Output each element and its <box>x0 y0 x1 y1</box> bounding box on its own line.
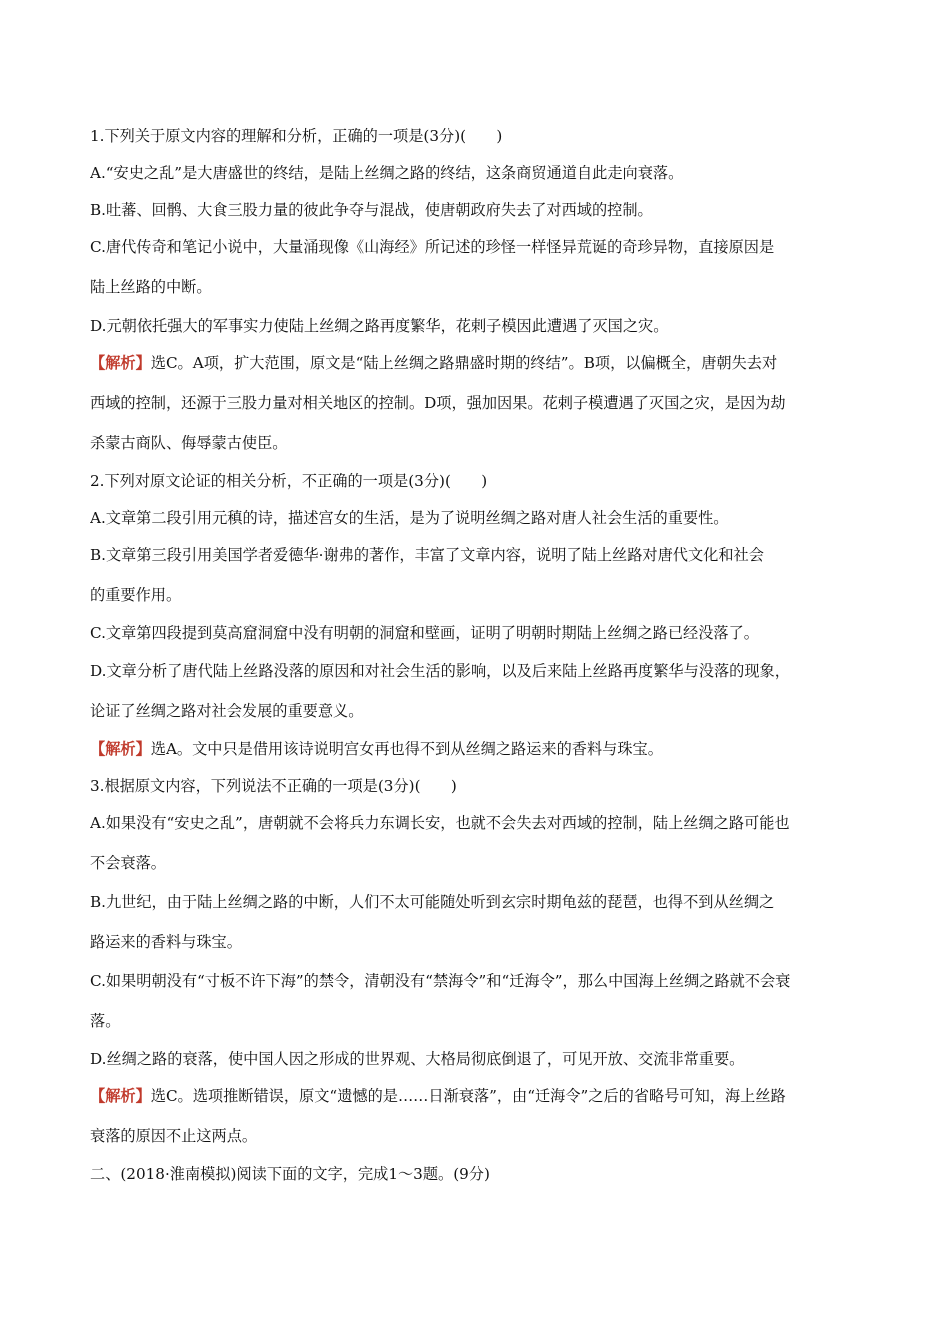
q3-option-a-cont: 不会衰落。 <box>90 854 166 872</box>
q1-option-d: D.元朝依托强大的军事实力使陆上丝绸之路再度繁华，花剌子模因此遭遇了灭国之灾。 <box>90 317 669 335</box>
q2-option-b: B.文章第三段引用美国学者爱德华·谢弗的著作，丰富了文章内容，说明了陆上丝路对唐代文化和社会 <box>90 546 764 564</box>
q3-option-b-cont: 路运来的香料与珠宝。 <box>90 933 242 951</box>
q2-analysis-text: 选A。文中只是借用该诗说明宫女再也得不到从丝绸之路运来的香料与珠宝。 <box>150 740 663 758</box>
q1-option-c: C.唐代传奇和笔记小说中，大量涌现像《山海经》所记述的珍怪一样怪异荒诞的奇珍异物，直接原因是 <box>90 238 775 256</box>
q2-option-d-cont: 论证了丝绸之路对社会发展的重要意义。 <box>90 702 364 720</box>
q2-option-b-cont: 的重要作用。 <box>90 586 182 604</box>
q1-option-a: A.“安史之乱”是大唐盛世的终结，是陆上丝绸之路的终结，这条商贸通道自此走向衰落。 <box>90 164 684 182</box>
q3-analysis-text: 选C。选项推断错误，原文“遗憾的是……日渐衰落”，由“迁海令”之后的省略号可知，海上丝路 <box>150 1087 786 1105</box>
q1-stem: 1.下列关于原文内容的理解和分析，正确的一项是(3分)( ) <box>90 127 503 145</box>
q2-option-a: A.文章第二段引用元稹的诗，描述宫女的生活，是为了说明丝绸之路对唐人社会生活的重要性。 <box>90 509 729 527</box>
q3-option-b: B.九世纪，由于陆上丝绸之路的中断，人们不太可能随处听到玄宗时期龟兹的琵琶，也得不到从丝绸之 <box>90 893 775 911</box>
q1-option-c-cont: 陆上丝路的中断。 <box>90 278 212 296</box>
section-heading: 二、(2018·淮南模拟)阅读下面的文字，完成1～3题。(9分) <box>90 1165 490 1183</box>
q2-option-d: D.文章分析了唐代陆上丝路没落的原因和对社会生活的影响，以及后来陆上丝路再度繁华与没落的现象， <box>90 662 790 680</box>
q1-analysis-cont-2: 杀蒙古商队、侮辱蒙古使臣。 <box>90 434 288 452</box>
q2-analysis <box>90 738 880 760</box>
q2-option-c: C.文章第四段提到莫高窟洞窟中没有明朝的洞窟和壁画，证明了明朝时期陆上丝绸之路已经没落了。 <box>90 624 759 642</box>
q1-option-b: B.吐蕃、回鹘、大食三股力量的彼此争夺与混战，使唐朝政府失去了对西域的控制。 <box>90 201 653 219</box>
q3-stem: 3.根据原文内容，下列说法不正确的一项是(3分)( ) <box>90 777 457 795</box>
analysis-tag: 【解析】 <box>90 1087 151 1105</box>
q3-analysis <box>90 1085 880 1107</box>
q3-option-c-cont: 落。 <box>90 1012 121 1030</box>
q3-option-c: C.如果明朝没有“寸板不许下海”的禁令，清朝没有“禁海令”和“迁海令”，那么中国海上丝绸之路就不会衰 <box>90 972 791 990</box>
analysis-tag: 【解析】 <box>90 354 151 372</box>
q1-analysis-text: 选C。A项，扩大范围，原文是“陆上丝绸之路鼎盛时期的终结”。B项，以偏概全，唐朝失去对 <box>150 354 778 372</box>
q1-analysis <box>90 352 880 374</box>
q3-option-d: D.丝绸之路的衰落，使中国人因之形成的世界观、大格局彻底倒退了，可见开放、交流非常重要。 <box>90 1050 745 1068</box>
q3-analysis-cont: 衰落的原因不止这两点。 <box>90 1127 258 1145</box>
q3-option-a: A.如果没有“安史之乱”，唐朝就不会将兵力东调长安，也就不会失去对西域的控制，陆上丝绸之路可能也 <box>90 814 790 832</box>
q2-stem: 2.下列对原文论证的相关分析，不正确的一项是(3分)( ) <box>90 472 488 490</box>
q1-analysis-cont-1: 西域的控制，还源于三股力量对相关地区的控制。D项，强加因果。花剌子模遭遇了灭国之灾，是因为劫 <box>90 394 786 412</box>
analysis-tag: 【解析】 <box>90 740 151 758</box>
